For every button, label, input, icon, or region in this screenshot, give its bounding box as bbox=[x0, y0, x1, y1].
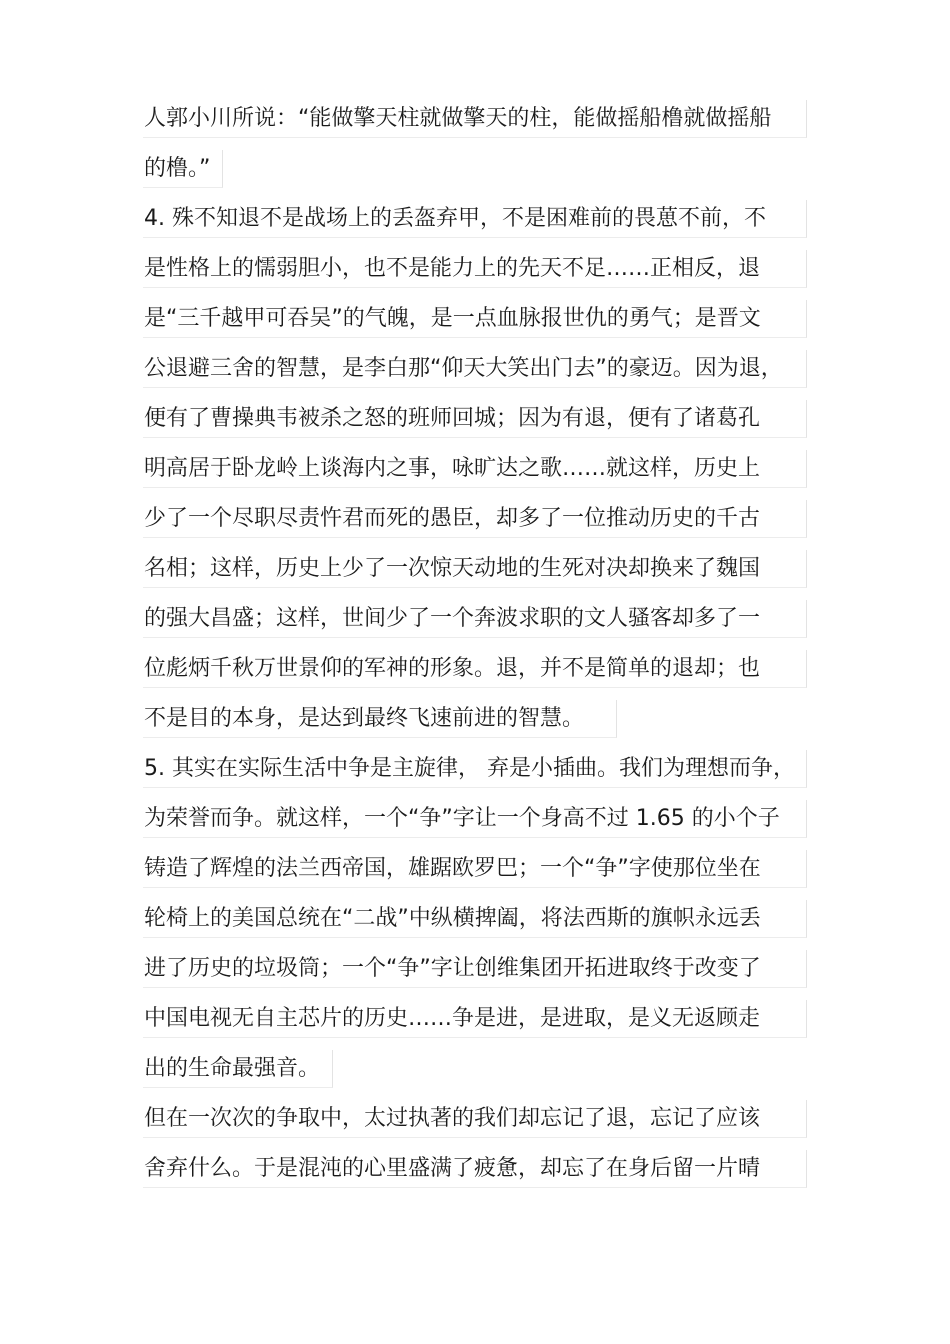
text-line: 位彪炳千秋万世景仰的军神的形象。退，并不是简单的退却；也 bbox=[143, 650, 807, 688]
text-line: 铸造了辉煌的法兰西帝国，雄踞欧罗巴；一个“争”字使那位坐在 bbox=[143, 850, 807, 888]
text-line: 的强大昌盛；这样，世间少了一个奔波求职的文人骚客却多了一 bbox=[143, 600, 807, 638]
text-line: 便有了曹操典韦被杀之怒的班师回城；因为有退，便有了诸葛孔 bbox=[143, 400, 807, 438]
text-line: 名相；这样，历史上少了一次惊天动地的生死对决却换来了魏国 bbox=[143, 550, 807, 588]
text-line: 中国电视无自主芯片的历史……争是进，是进取，是义无返顾走 bbox=[143, 1000, 807, 1038]
text-line: 是性格上的懦弱胆小，也不是能力上的先天不足……正相反，退 bbox=[143, 250, 807, 288]
text-line: 舍弃什么。于是混沌的心里盛满了疲惫，却忘了在身后留一片晴 bbox=[143, 1150, 807, 1188]
text-line: 为荣誉而争。就这样，一个“争”字让一个身高不过 1.65 的小个子 bbox=[143, 800, 807, 838]
text-line: 不是目的本身，是达到最终飞速前进的智慧。 bbox=[143, 700, 617, 738]
text-line: 的橹。” bbox=[143, 150, 223, 188]
text-line: 进了历史的垃圾筒；一个“争”字让创维集团开拓进取终于改变了 bbox=[143, 950, 807, 988]
text-line: 5. 其实在实际生活中争是主旋律， 弃是小插曲。我们为理想而争， bbox=[143, 750, 807, 788]
text-line: 出的生命最强音。 bbox=[143, 1050, 333, 1088]
text-line: 明高居于卧龙岭上谈海内之事，咏旷达之歌……就这样，历史上 bbox=[143, 450, 807, 488]
text-line: 人郭小川所说：“能做擎天柱就做擎天的柱，能做摇船橹就做摇船 bbox=[143, 100, 807, 138]
text-line: 是“三千越甲可吞吴”的气魄，是一点血脉报世仇的勇气；是晋文 bbox=[143, 300, 807, 338]
text-line: 4. 殊不知退不是战场上的丢盔弃甲，不是困难前的畏葸不前，不 bbox=[143, 200, 807, 238]
text-line: 少了一个尽职尽责忤君而死的愚臣，却多了一位推动历史的千古 bbox=[143, 500, 807, 538]
text-line: 但在一次次的争取中，太过执著的我们却忘记了退，忘记了应该 bbox=[143, 1100, 807, 1138]
text-line: 公退避三舍的智慧，是李白那“仰天大笑出门去”的豪迈。因为退， bbox=[143, 350, 807, 388]
text-line: 轮椅上的美国总统在“二战”中纵横捭阖，将法西斯的旗帜永远丢 bbox=[143, 900, 807, 938]
